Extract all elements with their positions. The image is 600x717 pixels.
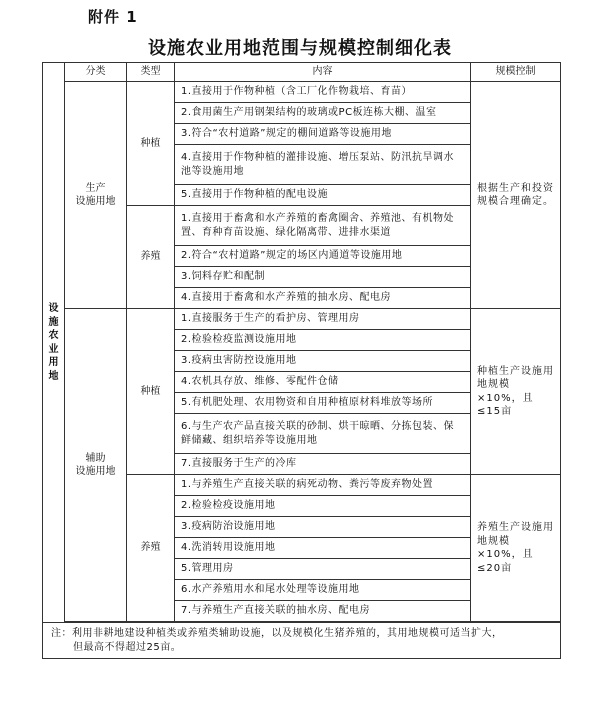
category-auxiliary-label: 辅助 设施用地 xyxy=(75,452,116,477)
control-production: 根据生产和投资规模合理确定。 xyxy=(471,82,561,309)
list-item: 2.食用菌生产用钢架结构的玻璃或PC板连栋大棚、温室 xyxy=(175,103,471,124)
side-label-text: 设施农业用地 xyxy=(48,303,59,382)
list-item: 7.直接服务于生产的冷库 xyxy=(175,454,471,475)
list-item: 3.饲料存贮和配制 xyxy=(175,267,471,288)
list-item: 2.检验检疫设施用地 xyxy=(175,496,471,517)
note-line-2: 但最高不得超过25亩。 xyxy=(73,641,182,653)
list-item: 2.符合“农村道路”规定的场区内通道等设施用地 xyxy=(175,246,471,267)
control-auxiliary-breeding: 养殖生产设施用地规模×10%，且≤20亩 xyxy=(471,475,561,622)
list-item: 7.与养殖生产直接关联的抽水房、配电房 xyxy=(175,601,471,622)
control-table xyxy=(42,62,561,659)
category-production xyxy=(65,82,127,309)
list-item: 3.疫病防治设施用地 xyxy=(175,517,471,538)
list-item: 1.直接服务于生产的看护房、管理用房 xyxy=(175,309,471,330)
type-auxiliary-breeding: 养殖 xyxy=(127,475,175,622)
list-item: 3.符合“农村道路”规定的棚间道路等设施用地 xyxy=(175,124,471,145)
note-line-1: 注：利用非耕地建设种植类或养殖类辅助设施，以及规模化生猪养殖的，其用地规模可适当扩大， xyxy=(51,628,503,639)
list-item: 4.农机具存放、维修、零配件仓储 xyxy=(175,372,471,393)
list-item: 1.直接用于畜禽和水产养殖的畜禽圈舍、养殖池、有机物处置、育种育苗设施、绿化隔离带、进排水渠道 xyxy=(175,206,471,246)
side-label xyxy=(43,63,65,623)
list-item: 1.直接用于作物种植（含工厂化作物栽培、育苗） xyxy=(175,82,471,103)
type-production-breeding: 养殖 xyxy=(127,206,175,309)
page-title: 设施农业用地范围与规模控制细化表 xyxy=(148,38,452,59)
note-row xyxy=(43,623,561,659)
list-item: 4.直接用于畜禽和水产养殖的抽水房、配电房 xyxy=(175,288,471,309)
type-production-planting: 种植 xyxy=(127,82,175,206)
header-content: 内容 xyxy=(175,63,471,82)
list-item: 4.洗消转用设施用地 xyxy=(175,538,471,559)
list-item: 1.与养殖生产直接关联的病死动物、粪污等废弃物处置 xyxy=(175,475,471,496)
category-auxiliary xyxy=(65,309,127,622)
category-production-label: 生产 设施用地 xyxy=(75,182,116,207)
note-cell xyxy=(43,623,561,659)
header-type: 类型 xyxy=(127,63,175,82)
list-item: 6.水产养殖用水和尾水处理等设施用地 xyxy=(175,580,471,601)
list-item: 2.检验检疫监测设施用地 xyxy=(175,330,471,351)
list-item: 4.直接用于作物种植的灌排设施、增压泵站、防汛抗旱调水池等设施用地 xyxy=(175,145,471,185)
list-item: 6.与生产农产品直接关联的砂制、烘干晾晒、分拣包装、保鲜储藏、组织培养等设施用地 xyxy=(175,414,471,454)
list-item: 5.有机肥处理、农用物资和自用种植原材料堆放等场所 xyxy=(175,393,471,414)
table-header-row xyxy=(43,63,561,82)
table-row xyxy=(43,82,561,103)
table-row xyxy=(43,309,561,330)
control-auxiliary-planting: 种植生产设施用地规模×10%，且≤15亩 xyxy=(471,309,561,475)
list-item: 5.管理用房 xyxy=(175,559,471,580)
type-auxiliary-planting: 种植 xyxy=(127,309,175,475)
header-category: 分类 xyxy=(65,63,127,82)
header-control: 规模控制 xyxy=(471,63,561,82)
list-item: 3.疫病虫害防控设施用地 xyxy=(175,351,471,372)
attachment-label: 附件 1 xyxy=(88,8,138,26)
list-item: 5.直接用于作物种植的配电设施 xyxy=(175,185,471,206)
